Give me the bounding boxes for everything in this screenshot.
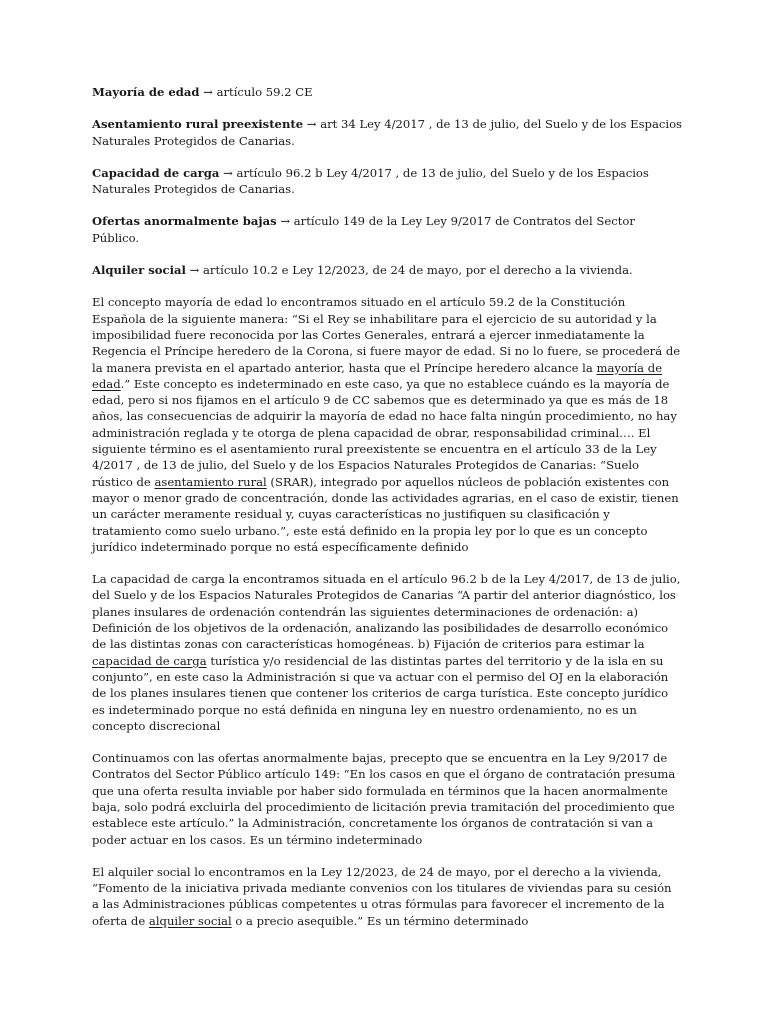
text-run: La capacidad de carga la encontramos situada en el artículo 96.2 b de la Ley 4/2017, de 13 de julio, del Suelo y de los Espacios Naturales Protegidos de Canarias “A partir del anterior diagnóstico, los planes insulares de ordenación contendrán las siguientes determinaciones de ordenación: a) Definición de los objetivos de la ordenación, analizando las posibilidades de desarrollo económico de las distintas zonas con características homogéneas. b) Fijación de criterios para estimar la	[92, 572, 681, 652]
definition-ref: artículo 149 de la Ley Ley 9/2017 de Contratos del Sector Público.	[92, 214, 635, 245]
arrow: →	[219, 165, 237, 180]
link-mayoria-de-edad[interactable]: mayoría de edad	[92, 360, 663, 391]
definition-term: Mayoría de edad	[92, 85, 200, 99]
definition-term: Ofertas anormalmente bajas	[92, 214, 277, 229]
paragraph-ofertas-anormalmente-bajas: Continuamos con las ofertas anormalmente bajas, precepto que se encuentra en la Ley 9/2017 de Contratos del Sector Público artículo 149: “En los casos en que el órgano de contratación presuma que una oferta resulta inviable por haber sido formulada en términos que la hacen anormalmente baja, solo podrá excluirla del procedimiento de licitación previa tramitación del procedimiento que establece este artículo.” la Administración, concretamente los órganos de contratación si van a poder actuar en los casos. Es un término indeterminado	[92, 751, 676, 847]
paragraph-mayoria-asentamiento	[92, 294, 682, 555]
definition-line-asentamiento	[92, 116, 682, 149]
text-run: (SRAR), integrado por aquellos núcleos de población existentes con mayor o menor grado de concentración, donde las actividades agrarias, en el caso de existir, tienen un carácter meramente residual y, cuyas características no justifiquen su clasificación y tratamiento como suelo urbano.”, este está definido en la propia ley por lo que es un concepto jurídico indeterminado porque no está específicamente definido	[92, 474, 679, 554]
definition-ref: artículo 59.2 CE	[216, 85, 313, 99]
paragraph-capacidad-de-carga	[92, 571, 682, 734]
link-capacidad-de-carga[interactable]: capacidad de carga	[92, 653, 207, 668]
arrow: →	[276, 214, 294, 229]
text-run: .” Este concepto es indeterminado en este caso, ya que no establece cuándo es la mayoría de edad, pero si nos fijamos en el artículo 9 de CC sabemos que es determinado ya que es más de 18 años, las consecuencias de adquirir la mayoría de edad no hace falta ningún procedimiento, no hay administración reglada y te otorga de plena capacidad de obrar, responsabilidad criminal…. El siguiente término es el asentamiento rural preexistente se encuentra en el artículo 33 de la Ley 4/2017 , de 13 de julio, del Suelo y de los Espacios Naturales Protegidos de Canarias: “Suelo rústico de	[92, 376, 677, 489]
text-run: El alquiler social lo encontramos en la Ley 12/2023, de 24 de mayo, por el derecho a la vivienda, “Fomento de la iniciativa privada mediante convenios con los titulares de viviendas para su cesión a las Administraciones públicas competentes u otras fórmulas para favorecer el incremento de la oferta de	[92, 864, 672, 928]
link-asentamiento-rural[interactable]: asentamiento rural	[154, 474, 267, 489]
link-alquiler-social[interactable]: alquiler social	[148, 913, 232, 928]
definition-term: Alquiler social	[92, 263, 186, 278]
text-run: El concepto mayoría de edad lo encontramos situado en el artículo 59.2 de la Constitución Española de la siguiente manera: “Si el Rey se inhabilitare para el ejercicio de su autoridad y la imposibilidad fuere reconocida por las Cortes Generales, entrará a ejercer inmediatamente la Regencia el Príncipe heredero de la Corona, si fuere mayor de edad. Si no lo fuere, se procederá de la manera prevista en el apartado anterior, hasta que el Príncipe heredero alcance la	[92, 295, 681, 375]
text-run: o a precio asequible.” Es un término determinado	[231, 913, 529, 928]
definition-ref: art 34 Ley 4/2017 , de 13 de julio, del Suelo y de los Espacios Naturales Protegidos de Canarias.	[92, 117, 683, 148]
arrow: →	[303, 117, 321, 132]
arrow: →	[199, 85, 217, 99]
definition-line-alquiler	[92, 262, 682, 278]
definition-line-ofertas	[92, 213, 682, 246]
arrow: →	[185, 263, 203, 278]
paragraph-alquiler-social	[92, 864, 682, 929]
definition-line-mayoria	[92, 84, 682, 100]
document-page	[92, 84, 682, 945]
definition-ref: artículo 10.2 e Ley 12/2023, de 24 de mayo, por el derecho a la vivienda.	[203, 263, 633, 278]
definition-ref: artículo 96.2 b Ley 4/2017 , de 13 de julio, del Suelo y de los Espacios Naturales Protegidos de Canarias.	[92, 165, 649, 197]
definition-term: Asentamiento rural preexistente	[92, 117, 304, 132]
text-run: turística y/o residencial de las distintas partes del territorio y de la isla en su conjunto”, en este caso la Administración si que va actuar con el permiso del OJ en la elaboración de los planes insulares tienen que contener los criterios de carga turística. Este concepto jurídico es indeterminado porque no está definida en ninguna ley en nuestro ordenamiento, no es un concepto discrecional	[92, 653, 669, 733]
definition-term: Capacidad de carga	[92, 165, 220, 180]
definition-line-capacidad	[92, 165, 682, 198]
